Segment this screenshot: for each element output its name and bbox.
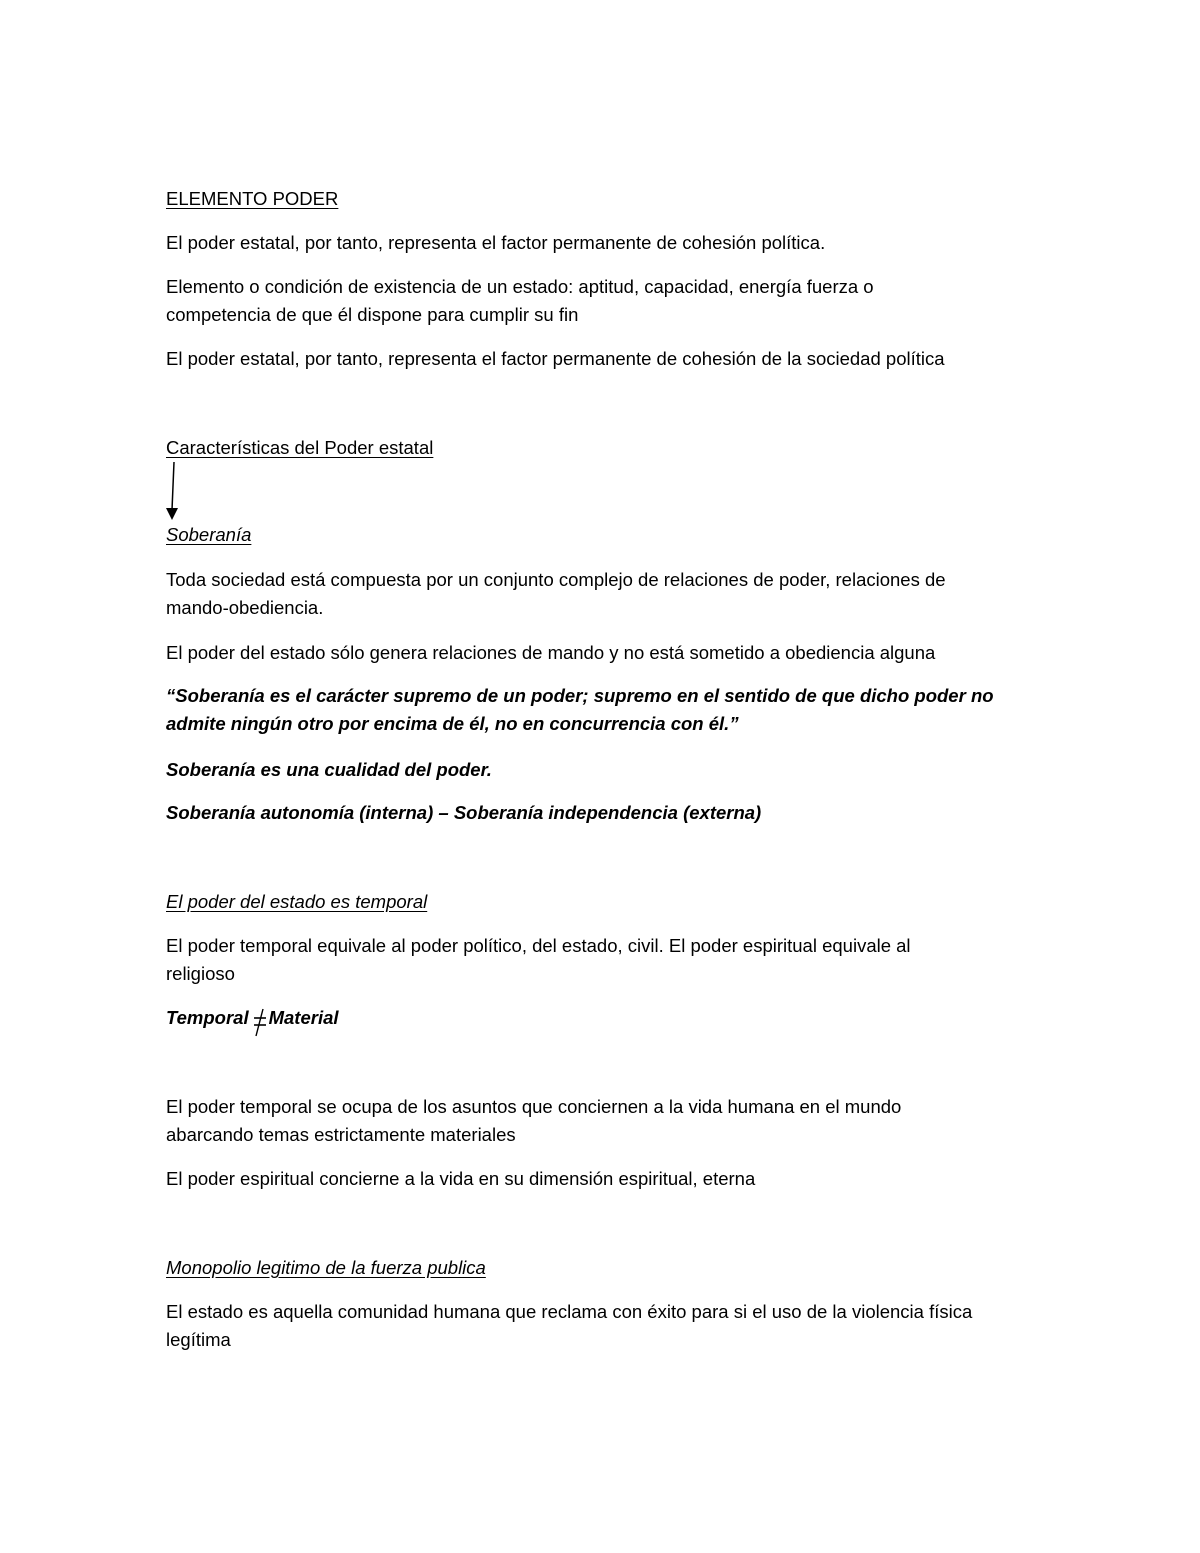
soberania-types: Soberanía autonomía (interna) – Soberanía independencia (externa)	[166, 802, 762, 823]
intro-paragraph-1: El poder estatal, por tanto, representa el factor permanente de cohesión política.	[166, 232, 826, 253]
characteristics-heading: Características del Poder estatal	[166, 437, 434, 458]
monopolio-heading: Monopolio legitimo de la fuerza publica	[166, 1257, 486, 1278]
soberania-paragraph-1: Toda sociedad está compuesta por un conjunto complejo de relaciones de poder, relaciones de mando-obediencia.	[166, 569, 946, 618]
temporal-paragraph-2: El poder temporal se ocupa de los asuntos que conciernen a la vida humana en el mundo abarcando temas estrictamente materiales	[166, 1096, 902, 1145]
not-equal-icon	[249, 1004, 269, 1032]
soberania-paragraph-2: El poder del estado sólo genera relaciones de mando y no está sometido a obediencia alguna	[166, 642, 936, 663]
soberania-heading: Soberanía	[166, 524, 252, 545]
soberania-quote: “Soberanía es el carácter supremo de un poder; supremo en el sentido de que dicho poder no admite ningún otro por encima de él, no en concurrencia con él.”	[166, 685, 994, 734]
intro-paragraph-3: El poder estatal, por tanto, representa el factor permanente de cohesión de la sociedad política	[166, 348, 945, 369]
down-arrow-icon	[164, 460, 184, 524]
intro-paragraph-2: Elemento o condición de existencia de un estado: aptitud, capacidad, energía fuerza o competencia de que él dispone para cumplir su fin	[166, 276, 874, 325]
contrast-left-term: Temporal	[166, 1007, 249, 1028]
soberania-statement: Soberanía es una cualidad del poder.	[166, 759, 492, 780]
document-title: ELEMENTO PODER	[166, 188, 339, 209]
temporal-material-contrast	[166, 1004, 1036, 1032]
contrast-right-term: Material	[268, 1007, 339, 1028]
monopolio-paragraph: El estado es aquella comunidad humana que reclama con éxito para si el uso de la violencia física legítima	[166, 1301, 973, 1350]
temporal-paragraph-3: El poder espiritual concierne a la vida en su dimensión espiritual, eterna	[166, 1168, 756, 1189]
temporal-paragraph: El poder temporal equivale al poder político, del estado, civil. El poder espiritual equivale al religioso	[166, 935, 911, 984]
temporal-heading: El poder del estado es temporal	[166, 891, 428, 912]
